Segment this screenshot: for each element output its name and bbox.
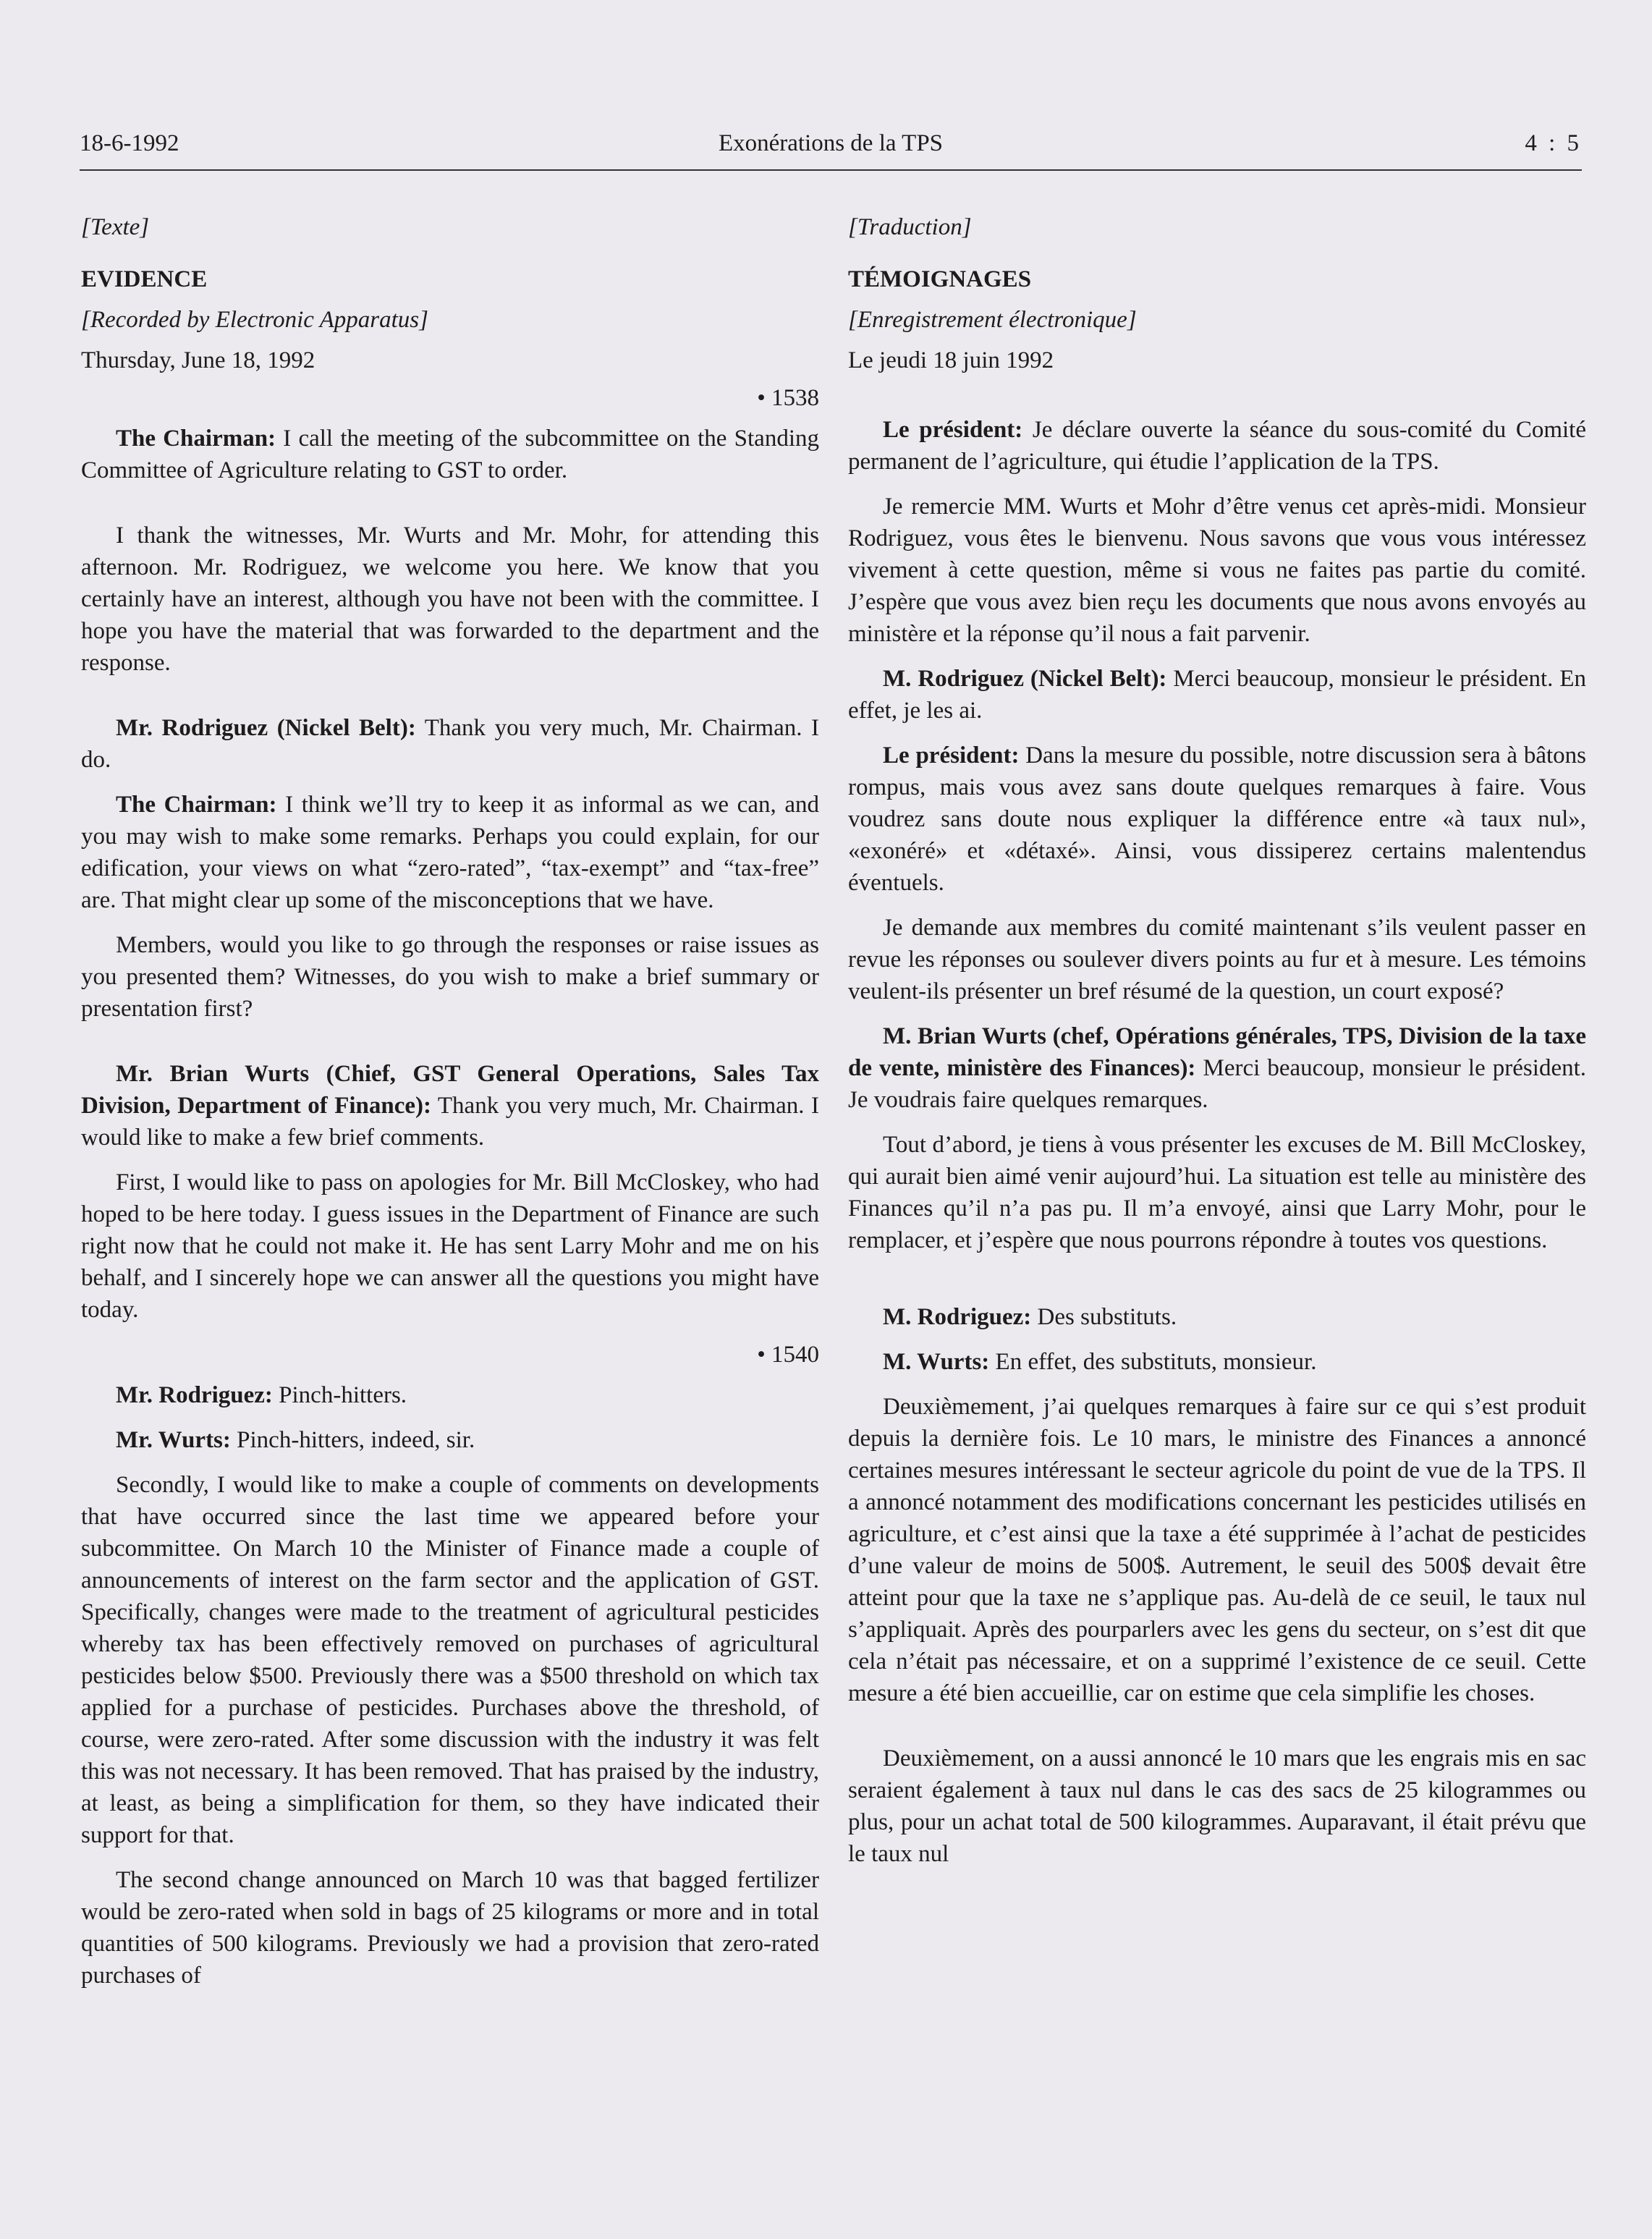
speech: Pinch-hitters. [272,1382,407,1408]
paragraph: Deuxièmement, on a aussi annoncé le 10 mars que les engrais mis en sac seraient également à taux nul dans le cas des sacs de 25 kilogrammes ou plus, pour un achat total de 500 kilogrammes. Auparavant, il était prévu que le taux nul [848,1745,1586,1867]
speech: Je déclare ouverte la séance du sous-comité du Comité permanent de l’agriculture, qui étudie l’application de la TPS. [848,417,1586,475]
paragraph [848,414,1586,478]
paragraph: Secondly, I would like to make a couple of comments on developments that have occurred since the last time we appeared before your subcommittee. On March 10 the Minister of Finance made a couple of announcements of interest on the farm sector and the application of GST. Specifically, changes were made to the treatment of agricultural pesticides whereby tax has been effectively removed on purchases of agricultural pesticides below $500. Previously there was a $500 threshold on which tax applied for a purchase of pesticides. Purchases above the threshold, of course, were zero-rated. After some discussion with the industry it was felt this was not necessary. It has been removed. That has praised by the industry, at least, as being a simplification for them, so they have indicated their support for that. [81,1472,819,1848]
header-title: Exonérations de la TPS [718,130,944,156]
paragraph [81,423,819,486]
paragraph [848,740,1586,899]
english-column [81,211,819,2005]
paragraph: The second change announced on March 10 was that bagged fertilizer would be zero-rated when sold in bags of 25 kilograms or more and in total quantities of 500 kilograms. Previously we had a provision that zero-rated purchases of [81,1867,819,1989]
paragraph [848,1346,1586,1378]
paragraph [81,712,819,776]
speech: Thank you very much, Mr. Chairman. I would like to make a few brief comments. [81,1093,819,1151]
speaker: Mr. Rodriguez (Nickel Belt): [116,715,416,741]
paragraph: I thank the witnesses, Mr. Wurts and Mr. Mohr, for attending this afternoon. Mr. Rodriguez, we welcome you here. We know that you certainly have an interest, although you have not been with the committee. I hope you have the material that was forwarded to the department and the response. [81,522,819,676]
speaker: Mr. Brian Wurts (Chief, GST General Operations, Sales Tax Division, Department of Finance): [81,1061,819,1119]
translation-label: [Traduction] [848,214,972,240]
recorded-note: [Enregistrement électronique] [848,307,1137,333]
speaker: M. Rodriguez: [883,1304,1032,1330]
speaker: Le président: [883,742,1020,769]
speech: Merci beaucoup, monsieur le président. Je voudrais faire quelques remarques. [848,1055,1587,1113]
paragraph: Je demande aux membres du comité maintenant s’ils veulent passer en revue les réponses ou soulever divers points au fur et à mesure. Les témoins veulent-ils présenter un bref résumé de la question, un court exposé? [848,915,1586,1004]
speaker: Mr. Wurts: [116,1427,231,1453]
french-column [848,211,1586,1883]
paragraph: Members, would you like to go through the responses or raise issues as you presented them? Witnesses, do you wish to make a brief summary or presentation first? [81,932,819,1022]
paragraph [848,663,1586,727]
paragraph [81,1058,819,1154]
speech: Merci beaucoup, monsieur le président. En effet, je les ai. [848,666,1586,724]
recorded-note: [Recorded by Electronic Apparatus] [81,307,428,333]
header-date: 18-6-1992 [80,130,179,156]
speaker: Le président: [883,417,1023,443]
speech: Des substituts. [1031,1304,1177,1330]
paragraph: Je remercie MM. Wurts et Mohr d’être venus cet après-midi. Monsieur Rodriguez, vous êtes le bienvenu. Nous savons que vous vous intéressez vivement à cette question, même si vous ne faites pas partie du comité. J’espère que vous avez bien reçu les documents que nous avons envoyés au ministère et la réponse qu’il nous a fait parvenir. [848,494,1586,647]
text-label: [Texte] [81,214,150,240]
speech: I think we’ll try to keep it as informal as we can, and you may wish to make some remarks. Perhaps you could explain, for our edification, your views on what “zero-rated”, “tax-exempt” and “tax-free” are. That might clear up some of the misconceptions that we have. [81,792,820,913]
speaker: The Chairman: [116,426,276,452]
paragraph [848,1020,1586,1116]
meeting-date: Le jeudi 18 juin 1992 [848,347,1054,373]
paragraph [848,1301,1586,1333]
timestamp: • 1538 [757,385,819,411]
timestamp: • 1540 [757,1342,819,1368]
header-page-number: 4 : 5 [1525,130,1582,156]
speech: Dans la mesure du possible, notre discussion sera à bâtons rompus, mais vous avez sans doute quelques remarques à faire. Vous voudrez sans doute nous expliquer la différence entre «à taux nul», «exonéré» et «détaxé». Ainsi, vous dissiperez certains malentendus éventuels. [848,742,1586,896]
temoignages-heading: TÉMOIGNAGES [848,266,1032,292]
speaker: Mr. Rodriguez: [116,1382,273,1408]
speech: Thank you very much, Mr. Chairman. I do. [81,715,820,773]
paragraph: Tout d’abord, je tiens à vous présenter les excuses de M. Bill McCloskey, qui aurait bien aimé venir aujourd’hui. La situation est telle au ministère des Finances qu’il n’a pas pu. Il m’a envoyé, ainsi que Larry Mohr, pour le remplacer, et j’espère que nous pourrons répondre à toutes vos questions. [848,1132,1586,1253]
paragraph [81,789,819,916]
speech: I call the meeting of the subcommittee on the Standing Committee of Agriculture relating to GST to order. [81,426,819,483]
speaker: M. Rodriguez (Nickel Belt): [883,666,1167,692]
speech: En effet, des substituts, monsieur. [989,1349,1317,1375]
paragraph [81,1424,819,1456]
paragraph [81,1379,819,1411]
paragraph: First, I would like to pass on apologies for Mr. Bill McCloskey, who had hoped to be here today. I guess issues in the Department of Finance are such right now that he could not make it. He has sent Larry Mohr and me on his behalf, and I sincerely hope we can answer all the questions you might have today. [81,1169,819,1323]
speaker: The Chairman: [116,792,277,818]
page-header [80,126,1582,171]
evidence-heading: EVIDENCE [81,266,208,292]
speaker: M. Brian Wurts (chef, Opérations générales, TPS, Division de la taxe de vente, ministère des Finances): [848,1023,1586,1081]
paragraph: Deuxièmement, j’ai quelques remarques à faire sur ce qui s’est produit depuis la dernière fois. Le 10 mars, le ministre des Finances a annoncé certaines mesures intéressant le secteur agricole du point de vue de la TPS. Il a annoncé notamment des modifications concernant les pesticides utilisés en agriculture, et c’est ainsi que la taxe a été supprimée à l’achat de pesticides d’une valeur de moins de 500$. Autrement, le seuil des 500$ devait être atteint pour que la taxe ne s’applique pas. Au-delà de ce seuil, le taux nul s’appliquait. Après des pourparlers avec les gens du secteur, on s’est dit que cela n’était pas nécessaire, et on a supprimé l’existence de ce seuil. Cette mesure a été bien accueillie, car on estime que cela simplifie les choses. [848,1394,1586,1706]
speaker: M. Wurts: [883,1349,990,1375]
meeting-date: Thursday, June 18, 1992 [81,347,315,373]
speech: Pinch-hitters, indeed, sir. [230,1427,475,1453]
